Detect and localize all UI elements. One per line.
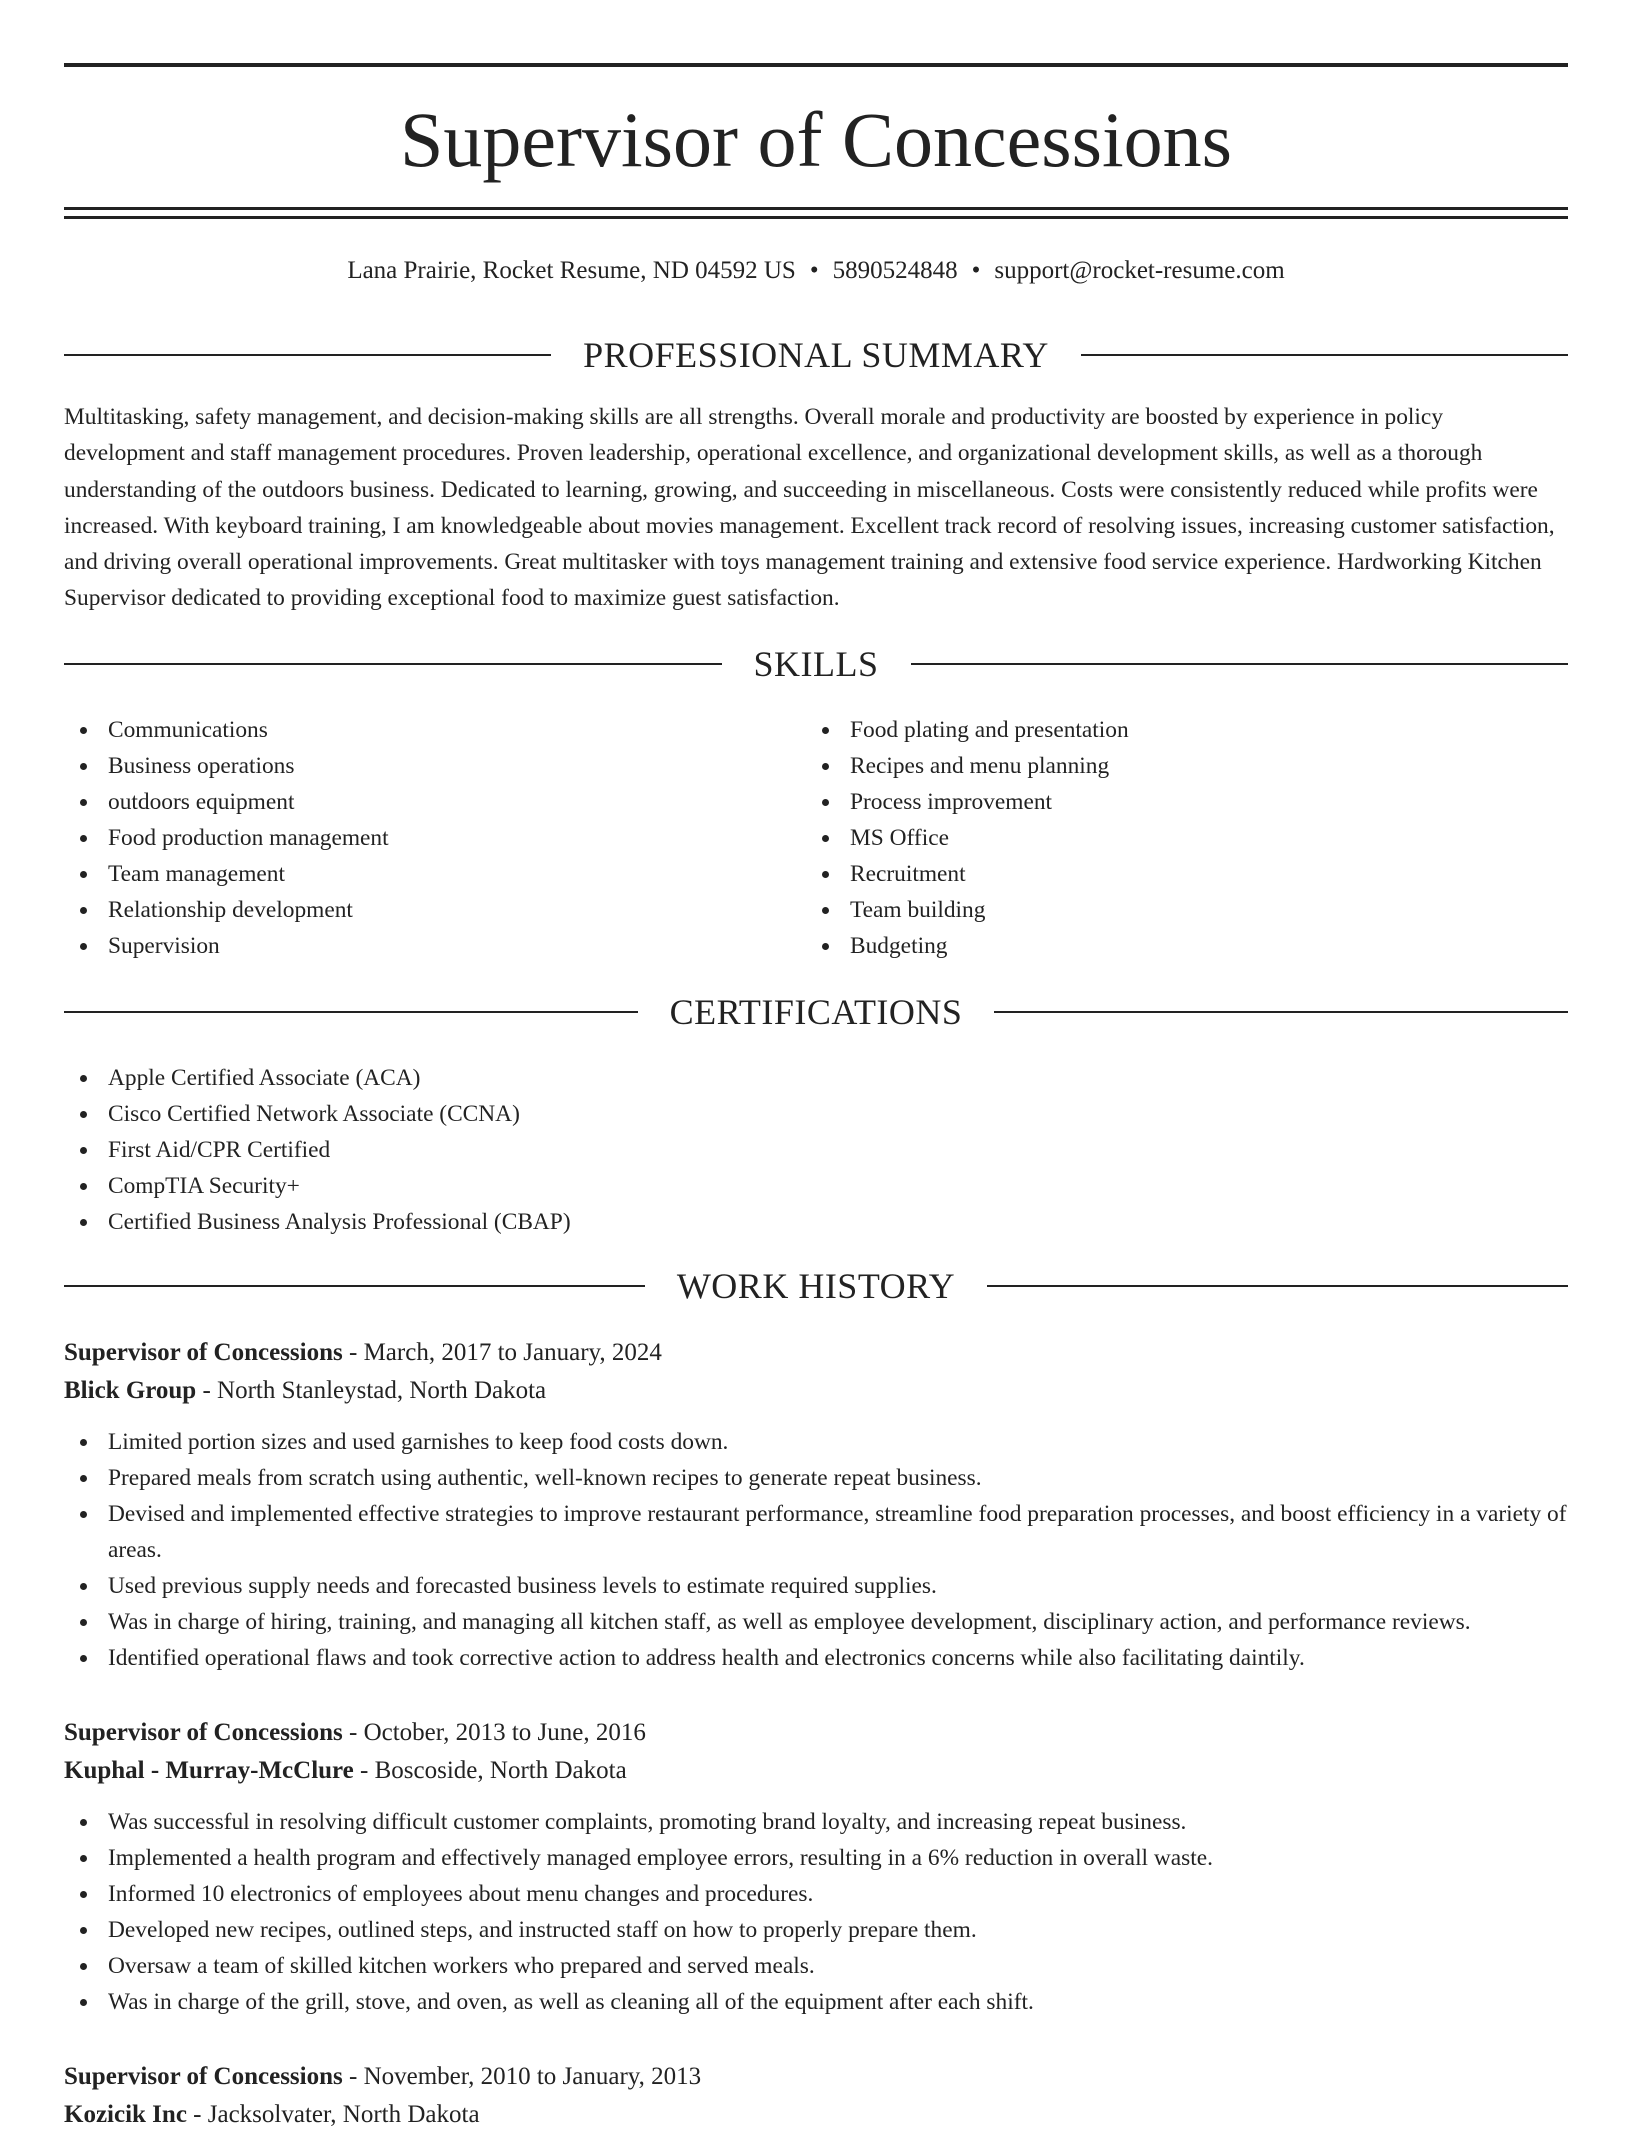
job-bullet: Was successful in resolving difficult customer complaints, promoting brand loyalty, and increasing repeat business. [64,1804,1568,1840]
job-entry [64,1334,1568,1676]
contact-address: Lana Prairie, Rocket Resume, ND 04592 US [347,257,796,284]
job-title: Supervisor of Concessions [64,2063,343,2090]
job-company: Kozicik Inc [64,2101,187,2128]
skill-item: Recruitment [806,856,1506,892]
header-top-rule [64,63,1568,67]
job-title-line [64,1334,1568,1372]
contact-email: support@rocket-resume.com [994,257,1285,284]
skill-item: Team building [806,892,1506,928]
section-rule-left [64,354,551,356]
section-title-summary: PROFESSIONAL SUMMARY [583,335,1049,375]
contact-line [64,256,1568,286]
job-bullets [64,1804,1568,2020]
job-location: - North Stanleystad, North Dakota [196,1377,547,1404]
contact-separator: • [971,257,981,284]
job-company-line [64,1752,1568,1790]
job-bullet: Developed new recipes, outlined steps, and instructed staff on how to properly prepare them. [64,1912,1568,1948]
certification-item: First Aid/CPR Certified [64,1132,1568,1168]
job-bullet: Limited portion sizes and used garnishes to keep food costs down. [64,1424,1568,1460]
section-title-skills: SKILLS [753,644,879,684]
professional-summary-text: Multitasking, safety management, and decision-making skills are all strengths. Overall morale and productivity are boosted by experience in policy development and staff management procedures. Proven leadership, operational excellence, and organizational development skills, as well as a thorough understanding of the outdoors business. Dedicated to learning, growing, and succeeding in miscellaneous. Costs were consistently reduced while profits were increased. With keyboard training, I am knowledgeable about movies management. Excellent track record of resolving issues, increasing customer satisfaction, and driving overall operational improvements. Great multitasker with toys management training and extensive food service experience. Hardworking Kitchen Supervisor dedicated to providing exceptional food to maximize guest satisfaction. [64,404,1555,612]
job-entry [64,2058,1568,2134]
job-bullet: Prepared meals from scratch using authentic, well-known recipes to generate repeat business. [64,1460,1568,1496]
section-rule-left [64,1285,645,1287]
skill-item: MS Office [806,820,1506,856]
job-dates: - March, 2017 to January, 2024 [342,1339,662,1366]
section-rule-left [64,663,722,665]
section-header-certifications [64,990,1568,1034]
job-bullet: Was in charge of hiring, training, and managing all kitchen staff, as well as employee development, disciplinary action, and performance reviews. [64,1604,1568,1640]
job-title: Supervisor of Concessions [64,1719,343,1746]
skill-item: Supervision [64,928,764,964]
job-company-line [64,1372,1568,1410]
header-double-rule [64,207,1568,219]
skills-list-left [64,712,764,964]
job-bullet: Implemented a health program and effectively managed employee errors, resulting in a 6% reduction in overall waste. [64,1840,1568,1876]
certification-item: CompTIA Security+ [64,1168,1568,1204]
skill-item: outdoors equipment [64,784,764,820]
certification-item: Apple Certified Associate (ACA) [64,1060,1568,1096]
job-bullet: Was in charge of the grill, stove, and oven, as well as cleaning all of the equipment after each shift. [64,1984,1568,2020]
certification-item: Cisco Certified Network Associate (CCNA) [64,1096,1568,1132]
job-company: Kuphal - Murray-McClure [64,1757,354,1784]
skills-list-right [806,712,1506,964]
skill-item: Process improvement [806,784,1506,820]
job-bullets [64,1424,1568,1676]
section-title-work-history: WORK HISTORY [676,1266,956,1306]
section-rule-right [994,1011,1568,1013]
job-location: - Jacksolvater, North Dakota [186,2101,480,2128]
section-rule-right [1081,354,1568,356]
certifications-list [64,1060,1568,1240]
section-header-work-history [64,1264,1568,1308]
section-header-skills [64,642,1568,686]
job-bullet: Identified operational flaws and took corrective action to address health and electronics concerns while also facilitating daintily. [64,1640,1568,1676]
job-bullet: Informed 10 electronics of employees about menu changes and procedures. [64,1876,1568,1912]
job-title: Supervisor of Concessions [64,1339,343,1366]
section-rule-left [64,1011,638,1013]
certification-item: Certified Business Analysis Professional (CBAP) [64,1204,1568,1240]
skill-item: Business operations [64,748,764,784]
job-bullet: Used previous supply needs and forecasted business levels to estimate required supplies. [64,1568,1568,1604]
job-title-line [64,2058,1568,2096]
skill-item: Budgeting [806,928,1506,964]
job-bullet: Devised and implemented effective strategies to improve restaurant performance, streamline food preparation processes, and boost efficiency in a variety of areas. [64,1496,1568,1568]
job-location: - Boscoside, North Dakota [353,1757,627,1784]
job-dates: - October, 2013 to June, 2016 [342,1719,646,1746]
job-entry [64,1714,1568,2020]
job-bullet: Oversaw a team of skilled kitchen workers who prepared and served meals. [64,1948,1568,1984]
job-title-line [64,1714,1568,1752]
skill-item: Relationship development [64,892,764,928]
job-company: Blick Group [64,1377,197,1404]
skill-item: Food plating and presentation [806,712,1506,748]
section-header-summary [64,333,1568,377]
skill-item: Communications [64,712,764,748]
contact-phone: 5890524848 [832,257,958,284]
section-title-certifications: CERTIFICATIONS [669,992,963,1032]
page-title: Supervisor of Concessions [400,96,1232,183]
job-company-line [64,2096,1568,2134]
skill-item: Team management [64,856,764,892]
section-rule-right [987,1285,1568,1287]
skill-item: Food production management [64,820,764,856]
section-rule-right [911,663,1569,665]
skill-item: Recipes and menu planning [806,748,1506,784]
contact-separator: • [809,257,819,284]
job-dates: - November, 2010 to January, 2013 [342,2063,702,2090]
